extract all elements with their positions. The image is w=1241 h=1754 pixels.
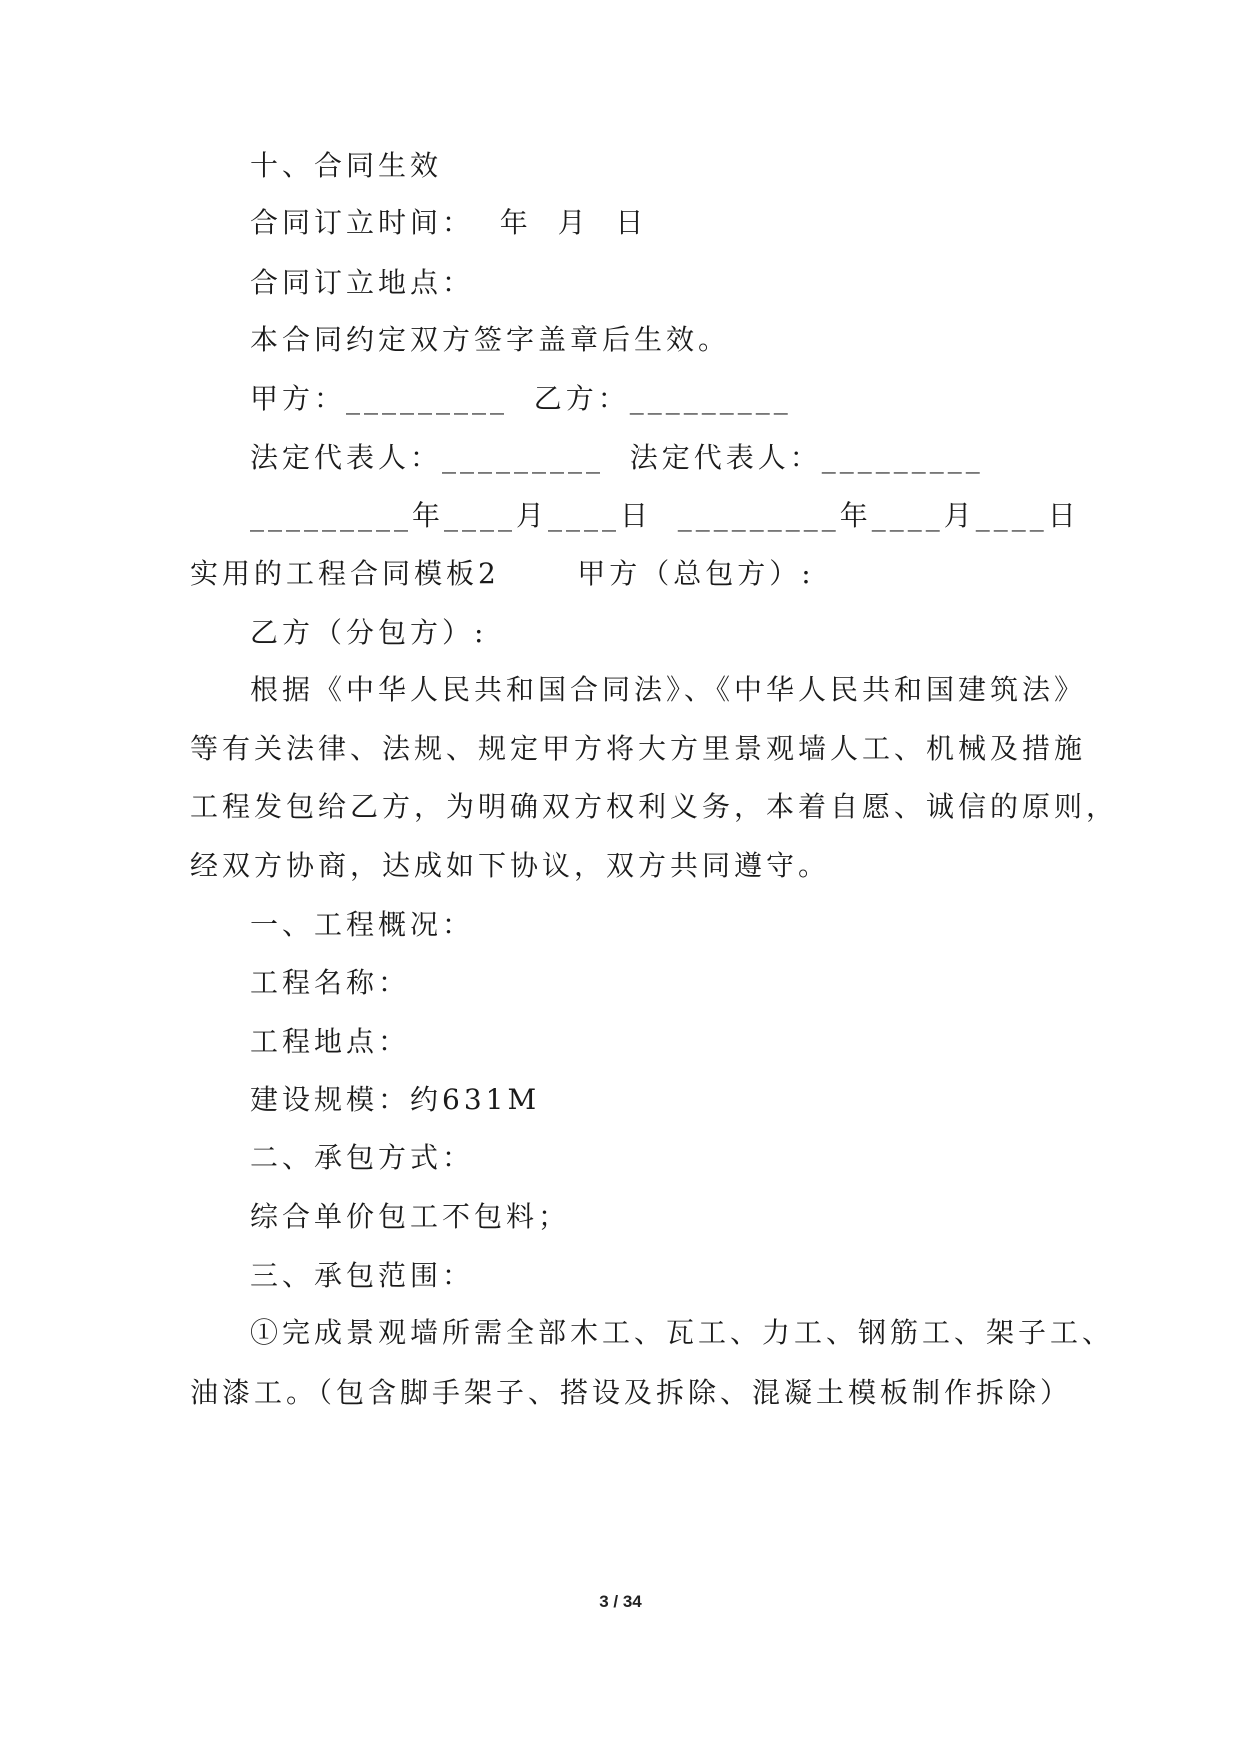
paragraph-line: 根据《中华人民共和国合同法》、《中华人民共和国建筑法》 [250, 673, 1087, 706]
paragraph-line: 经双方协商，达成如下协议，双方共同遵守。 [190, 849, 831, 882]
section-ten-heading: 十、合同生效 [250, 149, 443, 182]
paragraph-line: 等有关法律、法规、规定甲方将大方里景观墙人工、机械及措施 [190, 732, 1087, 765]
signature-date-line: _________年____月____日 _________年____月____日 [250, 499, 1080, 532]
section-one-heading: 一、工程概况： [250, 908, 475, 941]
project-location-line: 工程地点： [250, 1025, 411, 1058]
legal-representative-line: 法定代表人：_________ 法定代表人：_________ [250, 441, 984, 474]
party-signature-line: 甲方：_________ 乙方：_________ [250, 382, 792, 415]
scope-item-continuation: 油漆工。（包含脚手架子、搭设及拆除、混凝土模板制作拆除） [190, 1376, 1073, 1409]
project-scale-line: 建设规模：约631M [250, 1083, 541, 1116]
template-title-line: 实用的工程合同模板2 甲方（总包方）: [190, 557, 815, 590]
section-two-heading: 二、承包方式： [250, 1141, 475, 1174]
party-b-line: 乙方（分包方）: [250, 616, 488, 649]
scope-item-line: ①完成景观墙所需全部木工、瓦工、力工、钢筋工、架子工、 [250, 1316, 1115, 1349]
signing-date-line: 合同订立时间： 年 月 日 [250, 206, 648, 239]
paragraph-line: 工程发包给乙方，为明确双方权利义务，本着自愿、诚信的原则， [190, 790, 1119, 823]
effective-clause: 本合同约定双方签字盖章后生效。 [250, 323, 731, 356]
page-number: 3 / 34 [599, 1592, 642, 1611]
project-name-line: 工程名称： [250, 966, 411, 999]
contract-method-line: 综合单价包工不包料； [250, 1200, 571, 1233]
signing-place-line: 合同订立地点： [250, 266, 475, 299]
section-three-heading: 三、承包范围： [250, 1259, 475, 1292]
